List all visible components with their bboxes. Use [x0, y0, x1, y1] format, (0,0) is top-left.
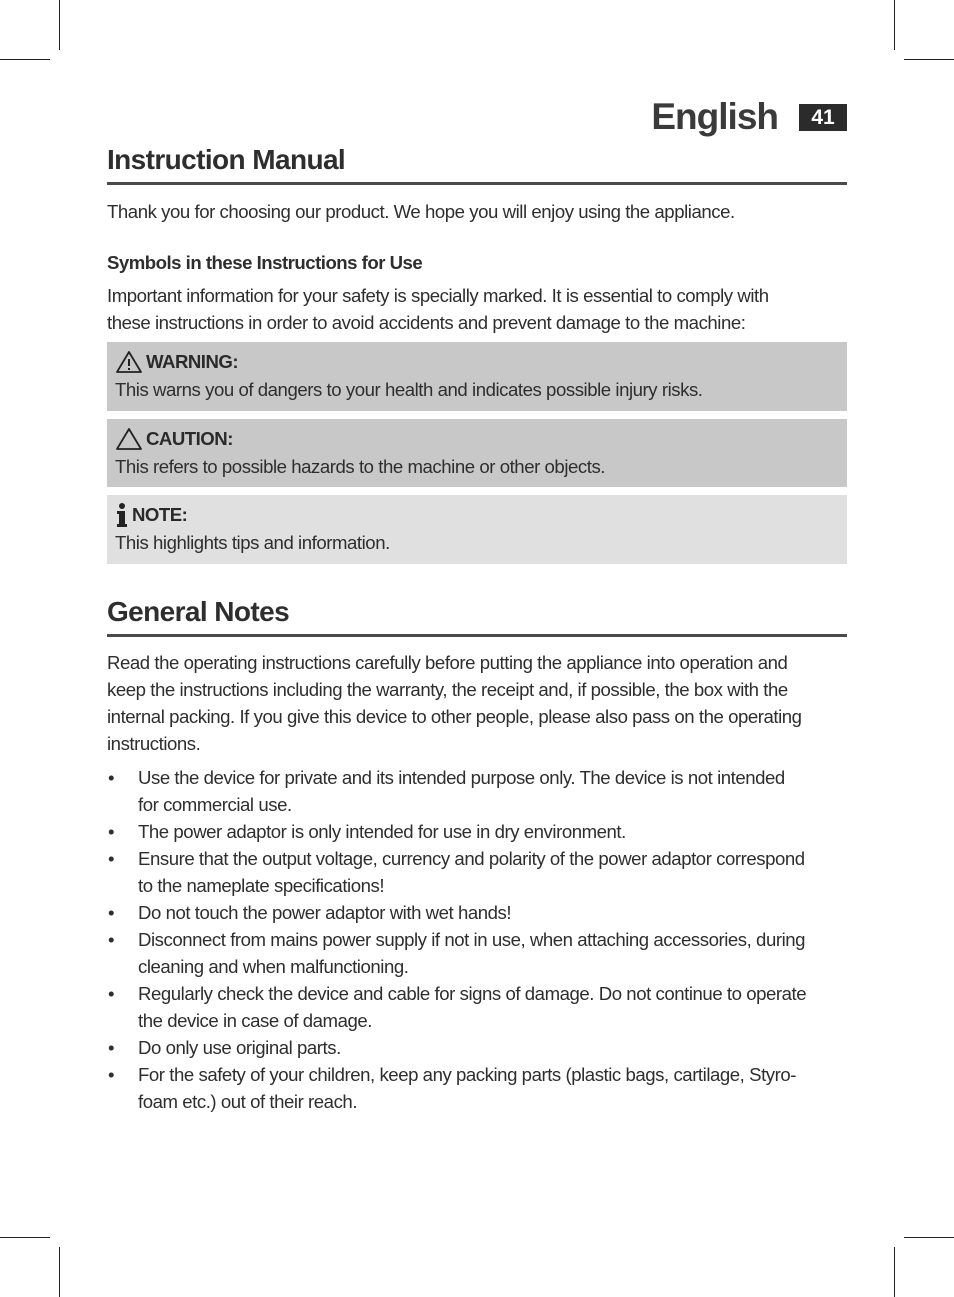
- caution-box: [107, 419, 847, 487]
- crop-mark-top-right-vertical: [894, 0, 895, 50]
- bullet-line: The power adaptor is only intended for use in dry environment.: [138, 821, 626, 842]
- bullet-line: Use the device for private and its intended purpose only. The device is not intended: [138, 767, 785, 788]
- caution-title: [115, 426, 839, 452]
- bullet-marker: •: [108, 983, 115, 1004]
- bullet-line: Regularly check the device and cable for signs of damage. Do not continue to operate: [138, 983, 807, 1004]
- bullet-marker: •: [108, 929, 115, 950]
- bullet-line: foam etc.) out of their reach.: [138, 1091, 358, 1112]
- bullet-item: [107, 926, 849, 980]
- crop-mark-bottom-right-horizontal: [904, 1237, 954, 1238]
- intro-paragraph: Thank you for choosing our product. We hope you will enjoy using the appliance.: [107, 201, 735, 222]
- bullet-line: Do only use original parts.: [138, 1037, 341, 1058]
- bullet-line: the device in case of damage.: [138, 1010, 372, 1031]
- note-box: [107, 495, 847, 564]
- bullet-line: for commercial use.: [138, 794, 292, 815]
- instruction-manual-heading: Instruction Manual: [107, 144, 847, 185]
- general-notes-line: internal packing. If you give this device to other people, please also pass on the operating: [107, 706, 802, 727]
- general-notes-heading: General Notes: [107, 596, 847, 637]
- note-title: [115, 502, 839, 528]
- symbols-heading: Symbols in these Instructions for Use: [107, 252, 423, 273]
- warning-title: [115, 349, 839, 375]
- bullet-marker: •: [108, 1064, 115, 1085]
- crop-mark-top-left-horizontal: [0, 59, 50, 60]
- bullet-item: [107, 980, 849, 1034]
- warning-label: WARNING:: [146, 351, 239, 372]
- bullet-item: [107, 818, 849, 845]
- bullet-item: [107, 899, 849, 926]
- crop-mark-bottom-left-vertical: [59, 1247, 60, 1297]
- note-label: NOTE:: [132, 504, 188, 525]
- note-text: This highlights tips and information.: [115, 532, 390, 553]
- warning-box: [107, 342, 847, 411]
- symbols-line: these instructions in order to avoid accidents and prevent damage to the machine:: [107, 312, 746, 333]
- general-notes-intro: [107, 649, 847, 757]
- bullet-line: Ensure that the output voltage, currency and polarity of the power adaptor correspond: [138, 848, 805, 869]
- caution-text: This refers to possible hazards to the machine or other objects.: [115, 456, 606, 477]
- crop-mark-bottom-right-vertical: [894, 1247, 895, 1297]
- general-notes-bullet-list: [107, 764, 849, 1115]
- bullet-line: to the nameplate specifications!: [138, 875, 385, 896]
- bullet-item: [107, 1061, 849, 1115]
- symbols-paragraph: [107, 282, 847, 336]
- caution-label: CAUTION:: [146, 428, 233, 449]
- general-notes-line: Read the operating instructions carefully before putting the appliance into operation and: [107, 652, 788, 673]
- bullet-line: For the safety of your children, keep any packing parts (plastic bags, cartilage, Styro-: [138, 1064, 797, 1085]
- bullet-marker: •: [108, 848, 115, 869]
- bullet-marker: •: [108, 902, 115, 923]
- warning-triangle-icon: [115, 350, 143, 374]
- info-i-icon: [115, 502, 129, 528]
- bullet-item: [107, 1034, 849, 1061]
- crop-mark-bottom-left-horizontal: [0, 1237, 50, 1238]
- crop-mark-top-right-horizontal: [904, 59, 954, 60]
- bullet-item: [107, 764, 849, 818]
- caution-triangle-icon: [115, 427, 143, 451]
- warning-text: This warns you of dangers to your health and indicates possible injury risks.: [115, 379, 703, 400]
- bullet-marker: •: [108, 821, 115, 842]
- symbols-line: Important information for your safety is specially marked. It is essential to comply with: [107, 285, 769, 306]
- language-title: English: [651, 96, 778, 137]
- bullet-marker: •: [108, 1037, 115, 1058]
- page-number: 41: [799, 104, 847, 131]
- general-notes-line: keep the instructions including the warranty, the receipt and, if possible, the box with the: [107, 679, 788, 700]
- bullet-line: Disconnect from mains power supply if not in use, when attaching accessories, during: [138, 929, 806, 950]
- general-notes-line: instructions.: [107, 733, 201, 754]
- bullet-line: Do not touch the power adaptor with wet hands!: [138, 902, 512, 923]
- crop-mark-top-left-vertical: [59, 0, 60, 50]
- bullet-marker: •: [108, 767, 115, 788]
- bullet-item: [107, 845, 849, 899]
- bullet-line: cleaning and when malfunctioning.: [138, 956, 409, 977]
